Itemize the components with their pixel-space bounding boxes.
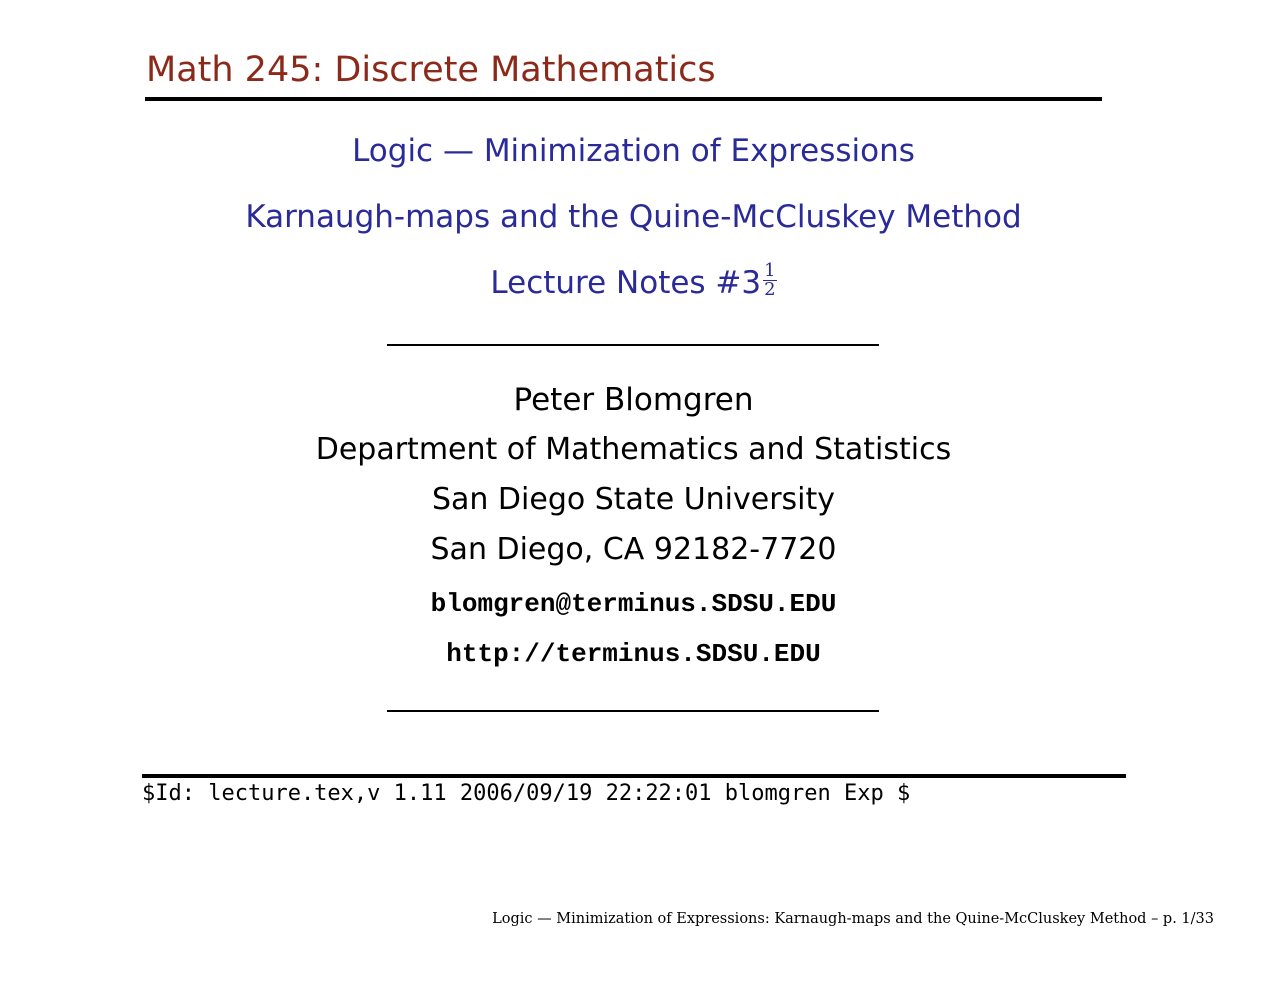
divider-upper	[387, 344, 879, 346]
website-url: http://terminus.SDSU.EDU	[446, 639, 821, 669]
lecture-subtitle: Karnaugh-maps and the Quine-McCluskey Method	[245, 199, 1022, 235]
email-address: blomgren@terminus.SDSU.EDU	[430, 589, 837, 619]
university: San Diego State University	[431, 482, 836, 517]
slide-footer: Logic — Minimization of Expressions: Karnaugh-maps and the Quine-McCluskey Method – p. 1/33	[492, 911, 1214, 927]
divider-lower	[387, 710, 879, 712]
lecture-topic: Logic — Minimization of Expressions	[352, 133, 915, 169]
fraction-denominator: 2	[764, 279, 776, 300]
author-name: Peter Blomgren	[513, 382, 754, 418]
header-rule	[145, 97, 1102, 101]
fraction-numerator: 1	[764, 260, 776, 281]
lecture-number	[145, 260, 1122, 303]
address: San Diego, CA 92182-7720	[430, 532, 837, 567]
course-title: Math 245: Discrete Mathematics	[146, 50, 716, 90]
footer-rule	[142, 774, 1126, 778]
half-fraction	[763, 262, 776, 299]
department: Department of Mathematics and Statistics	[315, 432, 952, 467]
version-id-line: $Id: lecture.tex,v 1.11 2006/09/19 22:22:01 blomgren Exp $	[142, 781, 911, 806]
lecture-number-label: Lecture Notes #3	[490, 265, 762, 301]
